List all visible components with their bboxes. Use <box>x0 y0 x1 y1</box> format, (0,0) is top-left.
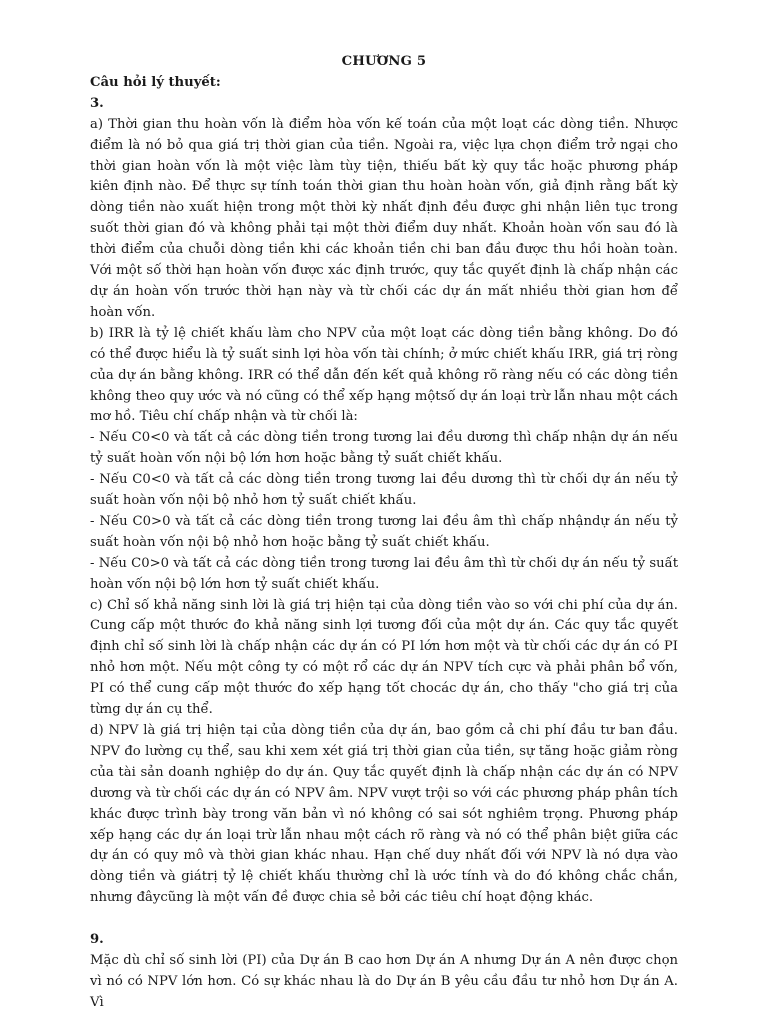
paragraph-irr-rule-3: - Nếu C0>0 và tất cả các dòng tiền trong tương lai đều âm thì chấp nhậndự án nếu tỷ suất hoàn vốn nội bộ nhỏ hơn hoặc bằng tỷ suất chiết khấu. <box>90 513 678 550</box>
section-heading: Câu hỏi lý thuyết: <box>90 74 221 90</box>
paragraph-irr-rule-4: - Nếu C0>0 và tất cả các dòng tiền trong tương lai đều âm thì từ chối dự án nếu tỷ suất hoàn vốn nội bộ lớn hơn tỷ suất chiết khấu. <box>90 555 678 592</box>
chapter-title: CHƯƠNG 5 <box>341 54 427 69</box>
paragraph-npv: d) NPV là giá trị hiện tại của dòng tiền của dự án, bao gồm cả chi phí đầu tư ban đầu. NPV đo lường cụ thể, sau khi xem xét giá trị thời gian của tiền, sự tăng hoặc giảm ròng của tài sản doanh nghiệp do dự án. Quy tắc quyết định là chấp nhận các dự án có NPV dương và từ chối các dự án có NPV âm. NPV vượt trội so với các phương pháp phân tích khác được trình bày trong văn bản vì nó không có sai sót nghiêm trọng. Phương pháp xếp hạng các dự án loại trừ lẫn nhau một cách rõ ràng và nó có thể phân biệt giữa các dự án có quy mô và thời gian khác nhau. Hạn chế duy nhất đối với NPV là nó dựa vào dòng tiền và giátrị tỷ lệ chiết khấu thường chỉ là ước tính và do đó không chắc chắn, nhưng đâycũng là một vấn đề được chia sẻ bởi các tiêu chí hoạt động khác. <box>90 723 678 906</box>
paragraph-irr-rule-2: - Nếu C0<0 và tất cả các dòng tiền trong tương lai đều dương thì từ chối dự án nếu tỷ suất hoàn vốn nội bộ nhỏ hơn tỷ suất chiết khấu. <box>90 472 678 509</box>
paragraph-irr-rule-1: - Nếu C0<0 và tất cả các dòng tiền trong tương lai đều dương thì chấp nhận dự án nếu tỷ suất hoàn vốn nội bộ lớn hơn hoặc bằng tỷ suất chiết khấu. <box>90 430 678 467</box>
paragraph-profitability-index: c) Chỉ số khả năng sinh lời là giá trị hiện tại của dòng tiền vào so với chi phí của dự án. Cung cấp một thước đo khả năng sinh lợi tương đối của một dự án. Các quy tắc quyết định chỉ số sinh lời là chấp nhận các dự án có PI lớn hơn một và từ chối các dự án có PI nhỏ hơn một. Nếu một công ty có một rổ các dự án NPV tích cực và phải phân bổ vốn, PI có thể cung cấp một thước đo xếp hạng tốt chocác dự án, cho thấy "cho giá trị của từng dự án cụ thể. <box>90 597 678 718</box>
question-number: 3. <box>90 95 104 111</box>
blank-line <box>90 909 678 930</box>
paragraph-irr: b) IRR là tỷ lệ chiết khấu làm cho NPV của một loạt các dòng tiền bằng không. Do đó có thể được hiểu là tỷ suất sinh lợi hòa vốn tài chính; ở mức chiết khấu IRR, giá trị ròng của dự án bằng không. IRR có thể dẫn đến kết quả không rõ ràng nếu có các dòng tiền không theo quy ước và nó cũng có thể xếp hạng mộtsố dự án loại trừ lẫn nhau một cách mơ hồ. Tiêu chí chấp nhận và từ chối là: <box>90 325 678 425</box>
paragraph-payback-period: a) Thời gian thu hoàn vốn là điểm hòa vốn kế toán của một loạt các dòng tiền. Nhược điểm là nó bỏ qua giá trị thời gian của tiền. Ngoài ra, việc lựa chọn điểm trở ngại cho thời gian hoàn vốn là một việc làm tùy tiện, thiếu bất kỳ quy tắc hoặc phương pháp kiên định nào. Để thực sự tính toán thời gian thu hoàn hoàn vốn, giả định rằng bất kỳ dòng tiền nào xuất hiện trong một thời kỳ nhất định đều được ghi nhận liên tục trong suốt thời gian đó và không phải tại một thời điểm duy nhất. Khoản hoàn vốn sau đó là thời điểm của chuỗi dòng tiền khi các khoản tiền chi ban đầu được thu hồi hoàn toàn. Với một số thời hạn hoàn vốn được xác định trước, quy tắc quyết định là chấp nhận các dự án hoàn vốn trước thời hạn này và từ chối các dự án mất nhiều thời gian hơn để hoàn vốn. <box>90 116 678 320</box>
question-number: 9. <box>90 932 104 948</box>
paragraph-answer-9: Mặc dù chỉ số sinh lời (PI) của Dự án B cao hơn Dự án A nhưng Dự án A nên được chọn vì nó có NPV lớn hơn. Có sự khác nhau là do Dự án B yêu cầu đầu tư nhỏ hơn Dự án A. Vì <box>90 952 678 1010</box>
